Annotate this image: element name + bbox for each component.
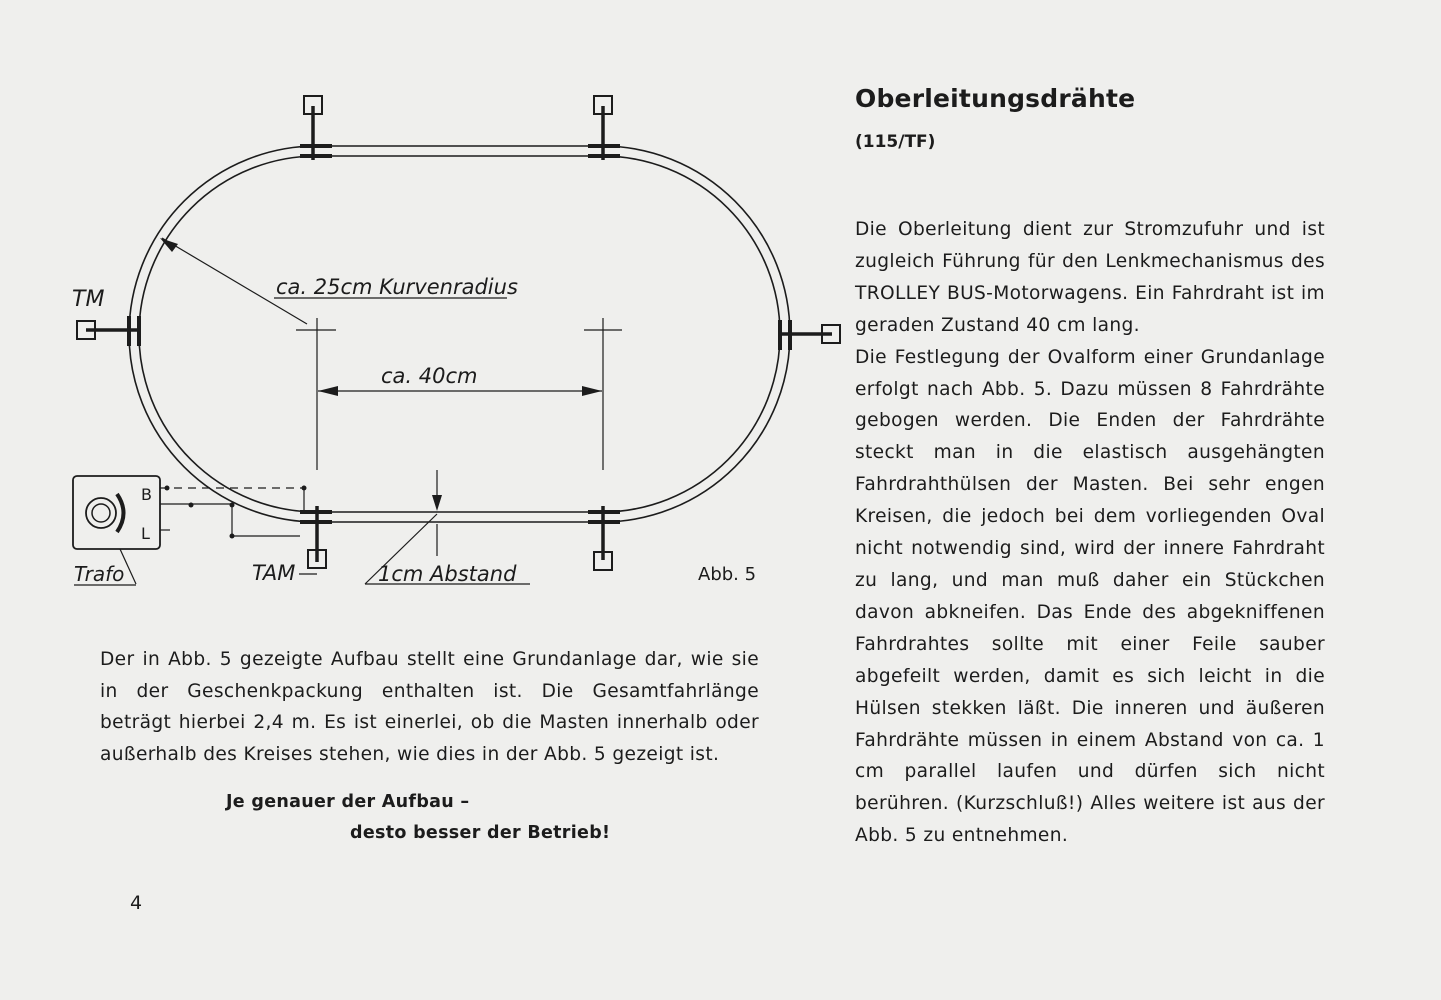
length-label: ca. 40cm <box>381 364 478 388</box>
mast-top-left <box>300 96 332 160</box>
tm-label: TM <box>72 287 105 312</box>
b-terminal-label: B <box>141 485 152 504</box>
page-number: 4 <box>130 892 143 914</box>
figure-caption: Abb. 5 <box>698 564 757 585</box>
paragraph: Die Oberleitung dient zur Stromzufuhr und ist zugleich Führung für den Lenkmechanismus des TROLLEY BUS-Motorwagens. Ein Fahrdraht ist im geraden Zustand 40 cm lang. <box>855 219 1325 336</box>
mast-right <box>780 320 840 350</box>
tam-label: TAM <box>252 561 296 585</box>
section-heading: Oberleitungsdrähte <box>855 84 1136 113</box>
right-column-text <box>855 214 1325 852</box>
radius-label: ca. 25cm Kurvenradius <box>276 275 518 299</box>
figure-abb-5 <box>0 0 860 620</box>
mast-left <box>77 316 140 346</box>
motto-line-1: Je genauer der Aufbau – <box>226 792 470 812</box>
mast-bottom-left <box>300 506 332 568</box>
motto-line-2: desto besser der Betrieb! <box>350 823 611 843</box>
inner-wire <box>139 156 780 512</box>
gap-label: 1cm Abstand <box>378 562 517 586</box>
left-column-text: Der in Abb. 5 gezeigte Aufbau stellt eine Grundanlage dar, wie sie in der Geschenkpackung enthalten ist. Die Gesamtfahrlänge beträgt hierbei 2,4 m. Es ist einerlei, ob die Masten innerhalb oder außerhalb des Kreises stehen, wie dies in der Abb. 5 gezeigt ist. <box>100 649 759 765</box>
part-number: (115/TF) <box>855 132 936 152</box>
paragraph: Die Festlegung der Ovalform einer Grundanlage erfolgt nach Abb. 5. Dazu müssen 8 Fahrdrähte gebogen werden. Die Enden der Fahrdrähte steckt man in die elastisch ausgehängten Fahrdrahthülsen der Masten. Bei sehr engen Kreisen, die jedoch bei dem vorliegenden Oval nicht notwendig sind, wird der innere Fahrdraht zu lang, und man muß daher ein Stückchen davon abkneifen. Das Ende des abgekniffenen Fahrdrahtes sollte mit einer Feile sauber abgefeilt werden, damit es sich leicht in die Hülsen stekken läßt. Die inneren und äußeren Fahrdrähte müssen in einem Abstand von ca. 1 cm parallel laufen und dürfen sich nicht berühren. (Kurzschluß!) Alles weitere ist aus der Abb. 5 zu entnehmen. <box>855 346 1325 847</box>
l-terminal-label: L <box>141 524 150 543</box>
mast-bottom-right <box>588 506 620 570</box>
trafo-label: Trafo <box>74 562 125 586</box>
mast-top-right <box>588 96 620 160</box>
oval-layout-diagram <box>0 0 860 620</box>
outer-wire <box>129 146 790 522</box>
